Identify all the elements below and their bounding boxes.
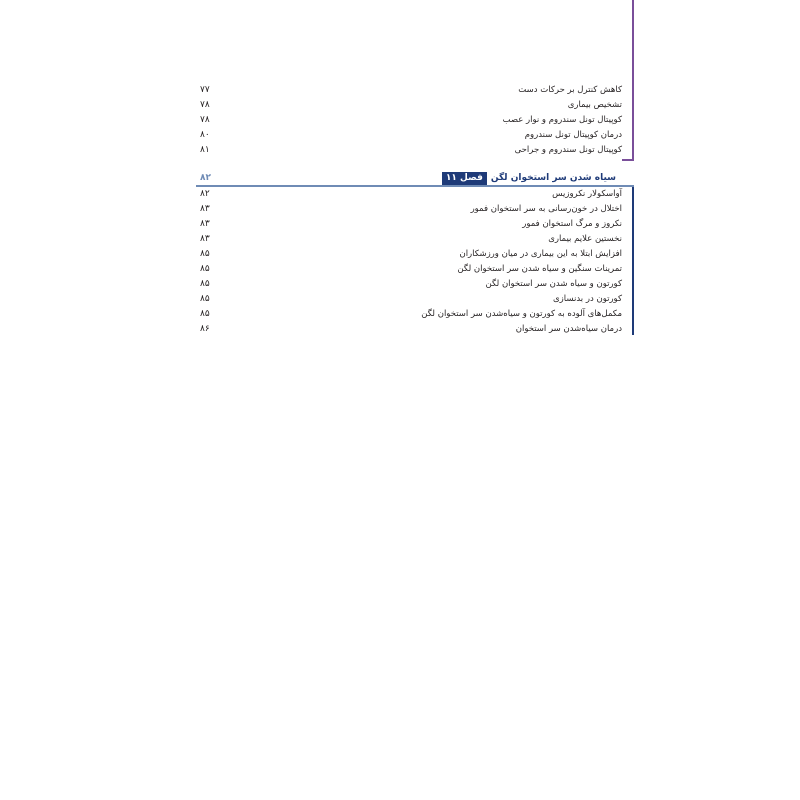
toc-entry[interactable] <box>196 232 622 246</box>
chapter-title: سیاه شدن سر استخوان لگن <box>490 173 616 183</box>
toc-entry-title: تمرینات سنگین و سیاه شدن سر استخوان لگن <box>457 264 622 274</box>
toc-entry[interactable] <box>196 113 622 127</box>
toc-entry-page: ۸۳ <box>200 204 210 214</box>
toc-entry[interactable] <box>196 292 622 306</box>
toc-entry-page: ۷۸ <box>200 100 210 110</box>
toc-entry-page: ۸۵ <box>200 294 210 304</box>
toc-entry-title: کورتون در بدنسازی <box>553 294 622 304</box>
toc-entry-title: درمان کوپیتال تونل سندروم <box>524 130 622 140</box>
toc-entry[interactable] <box>196 143 622 157</box>
section-bracket-foot <box>622 159 634 161</box>
toc-entry-page: ۸۳ <box>200 219 210 229</box>
toc-entry-title: نکروز و مرگ استخوان فمور <box>522 219 622 229</box>
toc-entry[interactable] <box>196 322 622 336</box>
toc-entry[interactable] <box>196 277 622 291</box>
toc-entry-title: کوپیتال تونل سندروم و جراحی <box>514 145 622 155</box>
chapter-heading[interactable] <box>196 172 634 186</box>
toc-entry-page: ۸۳ <box>200 234 210 244</box>
toc-entry[interactable] <box>196 217 622 231</box>
chapter-label-group <box>442 172 620 185</box>
toc-entry[interactable] <box>196 128 622 142</box>
toc-entry-page: ۸۵ <box>200 309 210 319</box>
chapter-page: ۸۲ <box>200 173 211 183</box>
toc-entry-page: ۸۵ <box>200 264 210 274</box>
toc-entry-title: درمان سیاه‌شدن سر استخوان <box>515 324 622 334</box>
toc-entry-title: مکمل‌های آلوده به کورتون و سیاه‌شدن سر استخوان لگن <box>421 309 622 319</box>
toc-entry[interactable] <box>196 247 622 261</box>
toc-entry-title: آواسکولار نکروزیس <box>552 189 622 199</box>
toc-entry-page: ۷۸ <box>200 115 210 125</box>
toc-entry[interactable] <box>196 262 622 276</box>
toc-entry[interactable] <box>196 307 622 321</box>
chapter-number-badge: فصل ۱۱ <box>442 172 487 185</box>
toc-entry[interactable] <box>196 202 622 216</box>
toc-entry[interactable] <box>196 187 622 201</box>
toc-entry-page: ۸۱ <box>200 145 210 155</box>
toc-entry-page: ۷۷ <box>200 85 210 95</box>
toc-entry-page: ۸۵ <box>200 249 210 259</box>
toc-entry[interactable] <box>196 98 622 112</box>
toc-entry-title: تشخیص بیماری <box>567 100 622 110</box>
toc-entry-page: ۸۶ <box>200 324 210 334</box>
section-bracket-vertical <box>632 0 634 160</box>
toc-entry-page: ۸۵ <box>200 279 210 289</box>
toc-entry-title: کاهش کنترل بر حرکات دست <box>518 85 622 95</box>
toc-entry-title: اختلال در خون‌رسانی به سر استخوان فمور <box>470 204 622 214</box>
toc-entry-title: نخستین علایم بیماری <box>548 234 622 244</box>
toc-entry-title: کوپیتال تونل سندروم و نوار عصب <box>502 115 622 125</box>
toc-entry-title: کورتون و سیاه شدن سر استخوان لگن <box>485 279 622 289</box>
toc-entry-title: افزایش ابتلا به این بیماری در میان ورزشکاران <box>459 249 622 259</box>
toc-entry[interactable] <box>196 83 622 97</box>
section-bracket-vertical-lower <box>632 186 634 335</box>
toc-entry-page: ۸۲ <box>200 189 210 199</box>
toc-entry-page: ۸۰ <box>200 130 210 140</box>
